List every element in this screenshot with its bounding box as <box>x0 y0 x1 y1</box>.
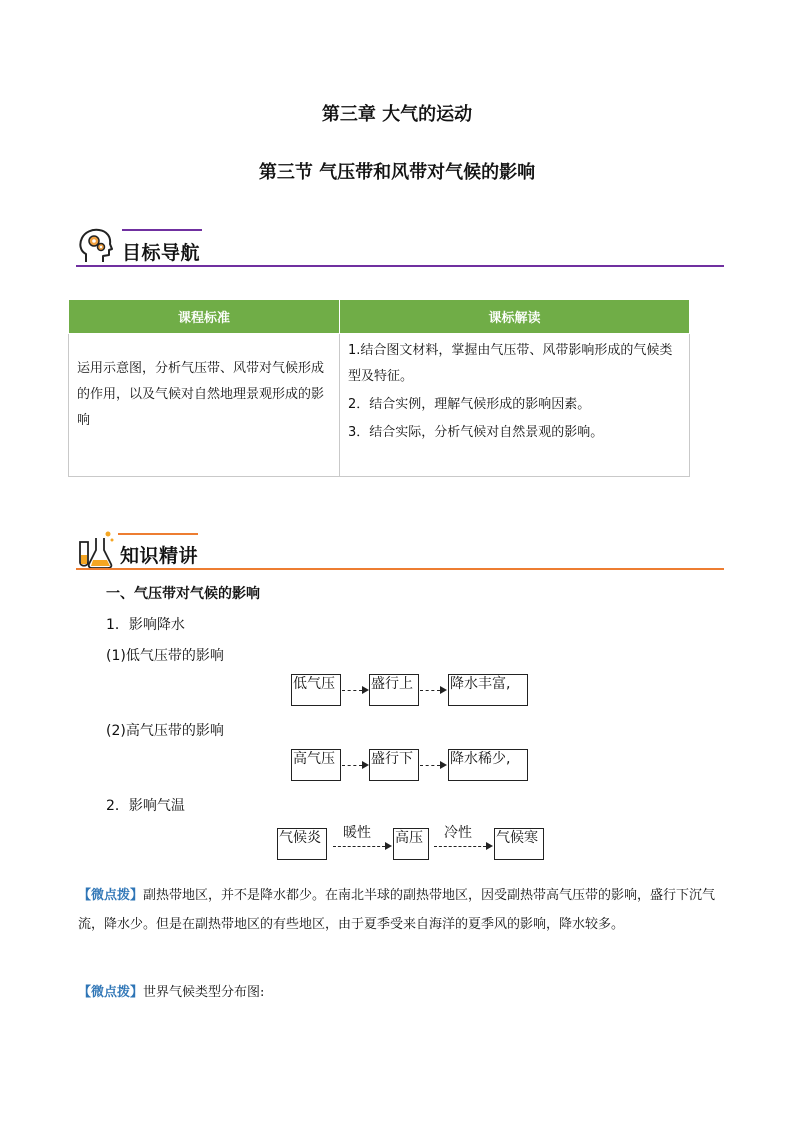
banner-knowledge-underline <box>76 568 724 570</box>
flow-box: 高压 <box>393 828 429 860</box>
flow-arrowhead <box>362 761 369 769</box>
interpretation-item: 1.结合图文材料，掌握由气压带、风带影响形成的气候类型及特征。 <box>348 343 673 384</box>
flow-box: 盛行上 <box>369 674 419 706</box>
flow-box: 气候炎 <box>277 828 327 860</box>
chapter-title: 第三章 大气的运动 <box>321 104 473 125</box>
tip-text: 世界气候类型分布图: <box>143 985 265 1000</box>
flow-box: 低气压 <box>291 674 341 706</box>
flow-arrow-line <box>420 765 440 766</box>
banner-goal-underline <box>76 265 724 267</box>
flow-box: 高气压 <box>291 749 341 781</box>
flow-box: 气候寒 <box>494 828 544 860</box>
flow-arrow-line <box>342 765 362 766</box>
banner-knowledge-title: 知识精讲 <box>120 545 199 567</box>
flow-arrowhead <box>440 686 447 694</box>
interpretation-cell <box>340 334 690 477</box>
table-header-row <box>69 300 690 334</box>
table-row <box>69 334 690 477</box>
tip-label: 【微点拨】 <box>78 888 144 903</box>
flow-arrowhead <box>486 842 493 850</box>
subheading-high-pressure: (2)高气压带的影响 <box>106 723 224 739</box>
heading-pressure-belt-effect: 一、气压带对气候的影响 <box>106 586 260 602</box>
tip-paragraph <box>78 978 723 1007</box>
flow-arrowhead <box>385 842 392 850</box>
table-header-standard: 课程标准 <box>69 300 340 334</box>
interpretation-item: 2．结合实例，理解气候形成的影响因素。 <box>348 397 591 412</box>
subheading-temperature: 2．影响气温 <box>106 798 185 814</box>
flow-box: 降水丰富, <box>448 674 528 706</box>
flow-label-warm: 暖性 <box>343 825 371 841</box>
flow-label-cold: 冷性 <box>444 825 472 841</box>
flow-arrow-line <box>434 846 486 847</box>
flow-arrow-line <box>420 690 440 691</box>
standards-table <box>68 299 690 477</box>
banner-goal-topline <box>122 229 202 231</box>
subheading-precipitation: 1．影响降水 <box>106 617 185 633</box>
tip-label: 【微点拨】 <box>78 985 144 1000</box>
interpretation-item: 3．结合实际，分析气候对自然景观的影响。 <box>348 425 604 440</box>
standard-text: 运用示意图，分析气压带、风带对气候形成的作用，以及气候对自然地理景观形成的影响 <box>69 334 340 477</box>
tip-paragraph <box>78 881 723 939</box>
flow-arrow-line <box>333 846 385 847</box>
flow-arrowhead <box>440 761 447 769</box>
banner-goal-title: 目标导航 <box>122 242 201 264</box>
flow-box: 降水稀少, <box>448 749 528 781</box>
table-header-interpretation: 课标解读 <box>340 300 690 334</box>
section-title: 第三节 气压带和风带对气候的影响 <box>258 162 536 183</box>
lab-flask-icon <box>74 528 118 570</box>
flow-arrow-line <box>342 690 362 691</box>
flow-box: 盛行下 <box>369 749 419 781</box>
subheading-low-pressure: (1)低气压带的影响 <box>106 648 224 664</box>
banner-knowledge-topline <box>118 533 198 535</box>
tip-text: 副热带地区，并不是降水都少。在南北半球的副热带地区，因受副热带高气压带的影响，盛行下沉气流，降水少。但是在副热带地区的有些地区，由于夏季受来自海洋的夏季风的影响，降水较多。 <box>78 888 716 932</box>
flow-arrowhead <box>362 686 369 694</box>
head-gears-icon <box>76 226 116 266</box>
